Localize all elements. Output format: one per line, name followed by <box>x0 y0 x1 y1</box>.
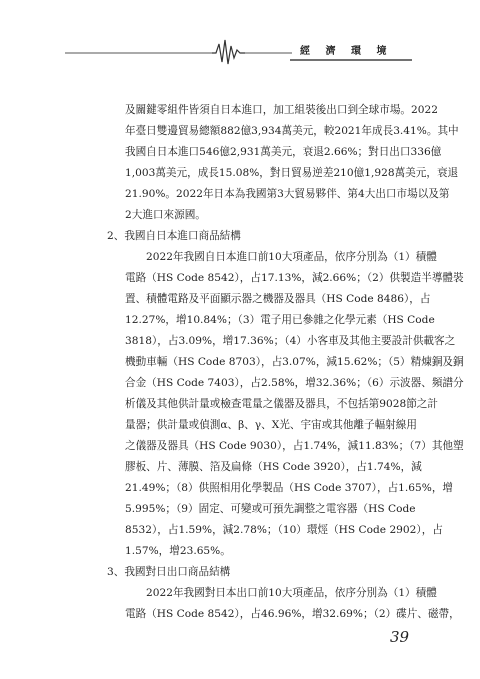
text-line: 2022年我國對日本出口前10大項產品，依序分別為（1）積體 <box>146 587 437 599</box>
section-heading: 3、我國對日出口商品結構 <box>107 566 231 578</box>
text-line: 12.27%，增10.84%；（3）電子用已參雜之化學元素（HS Code <box>125 314 435 326</box>
text-line: 及關鍵零組件皆須自日本進口，加工組裝後出口到全球市場。2022 <box>125 104 438 116</box>
section-heading: 2、我國自日本進口商品結構 <box>107 230 241 242</box>
text-line: 膠板、片、薄膜、箔及扁條（HS Code 3920），占1.74%，減 <box>125 461 422 473</box>
text-line: 我國自日本進口546億2,931萬美元，衰退2.66%；對日出口336億 <box>125 146 442 158</box>
text-line: 置、積體電路及平面顯示器之機器及器具（HS Code 8486），占 <box>125 293 431 305</box>
text-line: 5.995%；（9）固定、可變或可預先調整之電容器（HS Code <box>125 503 416 515</box>
text-line: 8532），占1.59%，減2.78%；（10）環烴（HS Code 2902），占 <box>125 524 443 536</box>
page-number: 39 <box>390 628 410 646</box>
text-line: 量器；供計量或偵測α、β、γ、X光、宇宙或其他離子輻射線用 <box>125 419 417 431</box>
text-line: 2大進口來源國。 <box>125 209 206 221</box>
section-title: 經 濟 環 境 <box>300 46 393 57</box>
text-line: 機動車輛（HS Code 8703），占3.07%，減15.62%；（5）精煉銅及銅 <box>125 356 464 368</box>
text-line: 年臺日雙邊貿易總額882億3,934萬美元，較2021年成長3.41%。其中 <box>125 125 459 137</box>
text-line: 電路（HS Code 8542），占46.96%，增32.69%；（2）碟片、磁帶， <box>125 608 460 620</box>
heartbeat-line-icon <box>0 34 480 74</box>
text-line: 合金（HS Code 7403），占2.58%，增32.36%；（6）示波器、頻譜分 <box>125 377 464 389</box>
text-line: 析儀及其他供計量或檢查電量之儀器及器具，不包括第9028節之計 <box>125 398 438 410</box>
text-line: 3818），占3.09%，增17.36%；（4）小客車及其他主要設計供載客之 <box>125 335 456 347</box>
text-line: 21.90%。2022年日本為我國第3大貿易夥伴、第4大出口市場以及第 <box>125 188 450 200</box>
text-line: 電路（HS Code 8542），占17.13%，減2.66%；（2）供製造半導體裝 <box>125 272 464 284</box>
text-line: 之儀器及器具（HS Code 9030），占1.74%，減11.83%；（7）其他塑 <box>125 440 464 452</box>
page-header <box>0 34 480 74</box>
text-line: 1,003萬美元，成長15.08%，對日貿易逆差210億1,928萬美元，衰退 <box>125 167 459 179</box>
text-line: 21.49%；（8）供照相用化學製品（HS Code 3707），占1.65%，增 <box>125 482 454 494</box>
text-line: 1.57%，增23.65%。 <box>125 545 231 557</box>
text-line: 2022年我國自日本進口前10大項產品，依序分別為（1）積體 <box>146 251 437 263</box>
